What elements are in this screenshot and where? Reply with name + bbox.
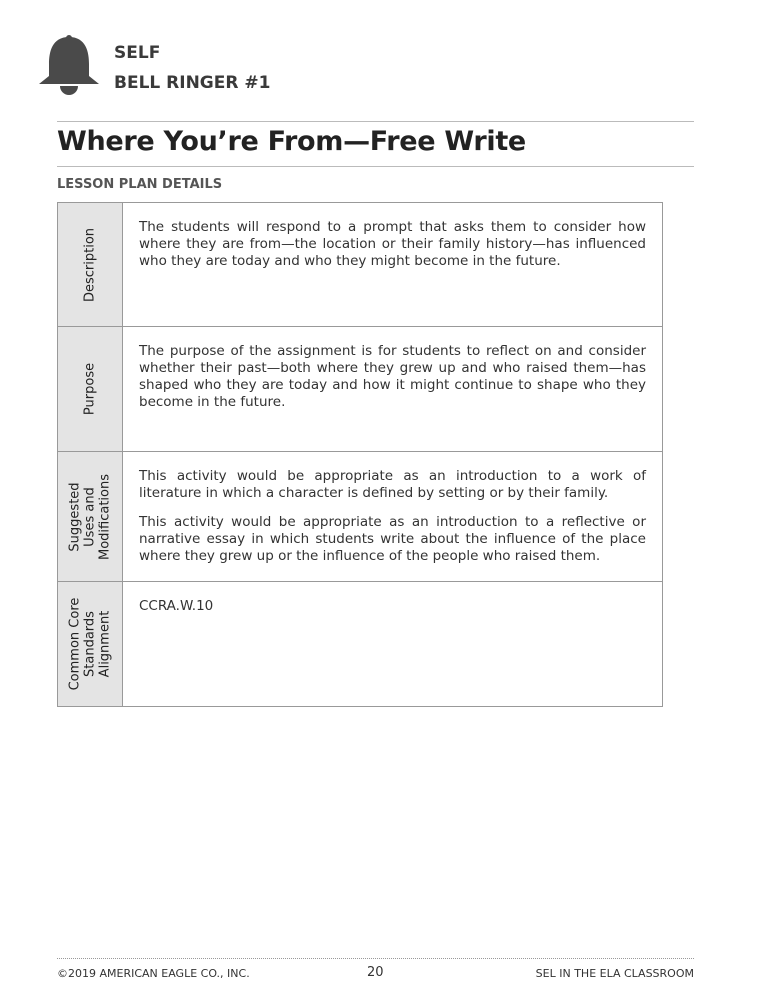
row-label: Common Core Standards Alignment: [67, 597, 113, 691]
divider: [57, 121, 694, 122]
table-row: [58, 452, 663, 582]
footer-divider: [57, 958, 694, 959]
row-label: Description: [82, 227, 98, 302]
page-title: Where You’re From—Free Write: [57, 126, 526, 157]
table-row: [58, 582, 663, 707]
section-heading: LESSON PLAN DETAILS: [57, 177, 223, 192]
row-label: Suggested Uses and Modifications: [67, 473, 113, 560]
row-text: CCRA.W.10: [139, 598, 214, 614]
row-text: The purpose of the assignment is for students to reflect on and consider whether their past—both where they grew up and who raised them—has shaped who they are today and how it might continue to shape who they become in the future.: [139, 343, 646, 410]
section-label: SELF: [114, 43, 161, 63]
table-row: [58, 327, 663, 452]
lesson-plan-table: [57, 202, 663, 707]
divider: [57, 166, 694, 167]
table-row: [58, 203, 663, 327]
row-label: Purpose: [82, 362, 98, 416]
row-text: This activity would be appropriate as an introduction to a reflective or narrative essay in which students write about the influence of the place where they grew up or the influence of the people who raised them.: [139, 514, 646, 564]
page-number: 20: [367, 965, 384, 980]
bell-ringer-label: BELL RINGER #1: [114, 73, 271, 93]
row-text: This activity would be appropriate as an introduction to a work of literature in which a character is defined by setting or by their family.: [139, 468, 646, 501]
footer-book-title: SEL IN THE ELA CLASSROOM: [535, 967, 694, 980]
bell-icon: [38, 34, 102, 100]
row-text: The students will respond to a prompt that asks them to consider how where they are from—the location or their family history—has influenced who they are today and who they might become in the future.: [139, 219, 646, 269]
footer-copyright: ©2019 AMERICAN EAGLE CO., INC.: [57, 967, 250, 980]
